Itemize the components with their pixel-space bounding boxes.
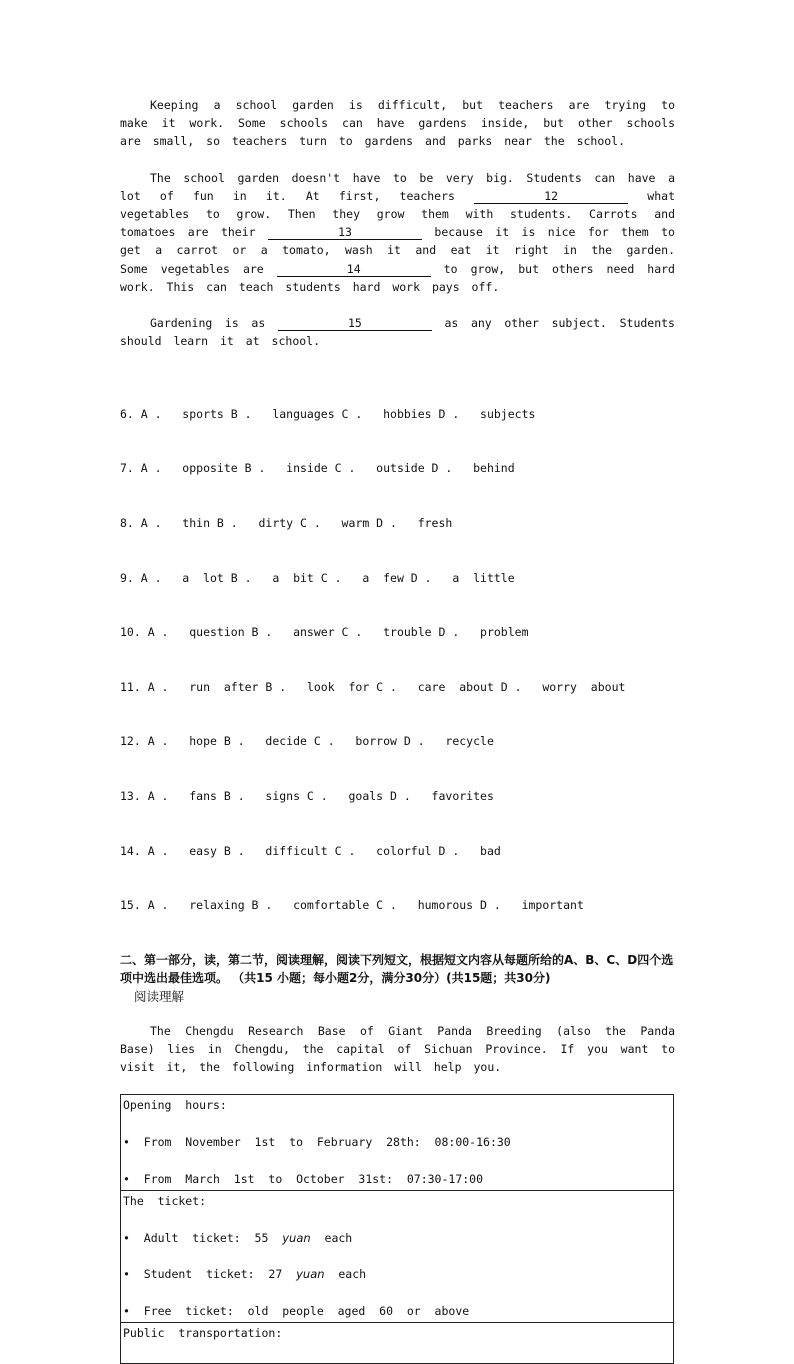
document-page <box>120 96 675 1364</box>
section-heading: 二、第一部分，读，第二节，阅读理解，阅读下列短文，根据短文内容从每题所给的A、B、C、D四个选项中选出最佳选项。 （共15 小题；每小题2分，满分30分）(共15题；共30分) <box>120 952 674 986</box>
opening-hours-summer: • From March 1st to October 31st: 07:30-17:00 <box>123 1171 484 1186</box>
blank-13: 13 <box>268 225 422 240</box>
reading1-paragraph-2 <box>120 169 675 296</box>
ticket-student-suffix: each <box>324 1267 367 1282</box>
currency-unit: yuan <box>296 1267 325 1282</box>
ticket-cell <box>121 1191 674 1323</box>
blank-12: 12 <box>474 189 628 204</box>
opening-hours-winter: • From November 1st to February 28th: 08:00-16:30 <box>123 1135 511 1150</box>
reading2-intro <box>120 1022 675 1077</box>
reading1-paragraph-3 <box>120 314 675 350</box>
paragraph-text: what vegetables to grow. Then they grow them with students. Carrots and tomatoes are their <box>120 188 675 240</box>
paragraph-text: as any other subject. Students should learn it at school. <box>120 316 675 349</box>
option-row-13: 13. A . fans B . signs C . goals D . favorites <box>120 789 494 803</box>
blank-15: 15 <box>278 316 432 331</box>
ticket-adult-suffix: each <box>310 1230 353 1245</box>
ticket-student-text: • Student ticket: 27 <box>123 1267 297 1282</box>
paragraph-text: The school garden doesn't have to be very big. Students can have a lot of fun in it. At first, teachers <box>120 170 675 203</box>
ticket-adult <box>123 1229 671 1247</box>
transport-cell <box>121 1323 674 1364</box>
option-row-8: 8. A . thin B . dirty C . warm D . fresh <box>120 516 453 531</box>
blank-14: 14 <box>277 262 431 277</box>
table-row <box>121 1191 674 1323</box>
ticket-student <box>123 1265 671 1283</box>
table-row <box>121 1323 674 1364</box>
option-row-11: 11. A . run after B . look for C . care about D . worry about <box>120 679 626 694</box>
opening-hours-title: Opening hours: <box>123 1098 227 1113</box>
paragraph-text: because it is nice for them to get a carrot or a tomato, wash it and eat it right in the garden. Some vegetables are <box>120 225 675 276</box>
option-row-14: 14. A . easy B . difficult C . colorful D . bad <box>120 843 501 858</box>
option-row-10: 10. A . question B . answer C . trouble D . problem <box>120 625 529 640</box>
option-row-7: 7. A . opposite B . inside C . outside D . behind <box>120 461 515 476</box>
answer-options-list <box>120 368 675 950</box>
ticket-free: • Free ticket: old people aged 60 or above <box>123 1304 470 1319</box>
paragraph-text: Keeping a school garden is difficult, but teachers are trying to make it work. Some schools can have gardens inside, but other schools are small, so teachers turn to gardens and parks near the school. <box>120 98 675 149</box>
table-row <box>121 1095 674 1191</box>
panda-base-info-table <box>120 1094 674 1364</box>
ticket-title: The ticket: <box>123 1194 207 1208</box>
option-row-6: 6. A . sports B . languages C . hobbies D . subjects <box>120 406 536 421</box>
paragraph-text: to grow, but others need hard work. This can teach students hard work pays off. <box>120 261 675 294</box>
option-row-9: 9. A . a lot B . a bit C . a few D . a little <box>120 570 515 585</box>
ticket-adult-text: • Adult ticket: 55 <box>123 1230 283 1245</box>
currency-unit: yuan <box>282 1230 311 1245</box>
paragraph-text: The Chengdu Research Base of Giant Panda Breeding (also the Panda Base) lies in Chengdu, the capital of Sichuan Province. If you want to visit it, the following information will help you. <box>120 1023 675 1075</box>
section-subheading: 阅读理解 <box>134 988 185 1004</box>
option-row-12: 12. A . hope B . decide C . borrow D . recycle <box>120 734 494 749</box>
option-row-15: 15. A . relaxing B . comfortable C . humorous D . important <box>120 898 584 913</box>
opening-hours-cell <box>121 1095 674 1191</box>
reading1-paragraph-1 <box>120 96 675 151</box>
paragraph-text: Gardening is as <box>150 316 266 331</box>
transport-title: Public transportation: <box>123 1326 283 1341</box>
